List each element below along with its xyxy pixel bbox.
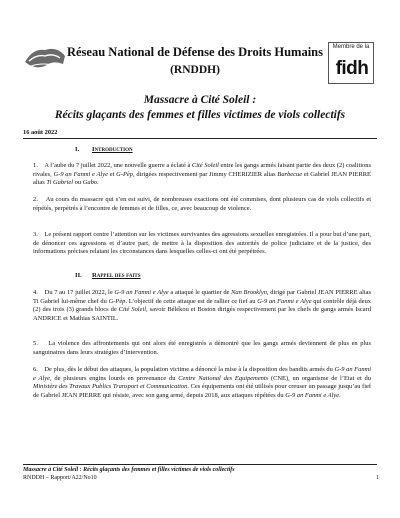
- paragraph-text: . L’objectif de cette attaque est de rallier ce fief au: [125, 297, 258, 305]
- section-title: Rappel des faits: [92, 272, 141, 279]
- paragraph-number: 1.: [33, 162, 38, 169]
- section-title: Introduction: [92, 146, 133, 153]
- section-heading-rappel-des-faits: [75, 272, 141, 280]
- paragraph-text: qui contrôle déjà deux (2) des trois (3) grands blocs de: [33, 297, 372, 314]
- fidh-member-logo: [328, 42, 374, 84]
- paragraph-text: , dirigées respectivement par Jimmy CHERIZIER alias: [132, 170, 278, 178]
- paragraph-number: 2.: [33, 196, 38, 203]
- header-divider: [23, 138, 377, 139]
- paragraph-4: [33, 289, 371, 323]
- paragraph-emphasis: G-9 an Fanmi e Alye: [33, 366, 371, 382]
- paragraph-number: 4.: [33, 289, 38, 296]
- page-number: 1: [376, 474, 379, 481]
- paragraph-text: Au cours du massacre qui s’en est suivi, de nombreuses exactions ont été commises, dont plusieurs cas de viols collectifs et répétés, perpétrés à l’encontre de femmes et de filles, ce, avec beaucoup de violence.: [33, 196, 371, 212]
- paragraph-emphasis: G-9 an Fanmi e Alye: [285, 391, 340, 399]
- fidh-member-label: Membre de la: [332, 44, 370, 50]
- paragraph-text: .: [97, 179, 99, 187]
- paragraph-emphasis: Gabo: [82, 179, 98, 187]
- paragraph-text: , de plusieurs engins lourds en provenance du: [49, 374, 179, 382]
- paragraph-emphasis: G-9 an Fanmi e Alye: [257, 297, 312, 305]
- paragraph-text: De plus, dès le début des attaques, la population victime a dénoncé la mise à la disposition des bandits armés du: [44, 366, 335, 373]
- paragraph-emphasis: Barbecue: [277, 170, 303, 178]
- paragraph-text: . Ces équipements ont été utilisés pour creuser un passage jusqu’au fief de Gabriel JEAN PIERRE qui résiste, avec son gang armé, depuis 2018, aux attaques répétées du: [33, 383, 371, 399]
- paragraph-number: 5.: [33, 340, 38, 347]
- footer-title: Massacre à Cité Soleil : Récits glaçants des femmes et filles victimes de viols collectifs: [23, 467, 235, 473]
- paragraph-emphasis: Centre National des Equipements: [178, 374, 269, 382]
- paragraph-5: [33, 340, 371, 357]
- organization-abbreviation: (RNDDH): [170, 64, 220, 76]
- report-title-line1: Massacre à Cité Soleil :: [143, 94, 257, 106]
- section-heading-introduction: [75, 146, 133, 154]
- paragraph-3: [33, 231, 371, 257]
- paragraph-emphasis: G-Pèp: [108, 297, 126, 305]
- section-number: I.: [75, 146, 80, 153]
- paragraph-text: Le présent rapport centre l’attention sur les victimes survivantes des agressions sexuelles enregistrées. Il a pour but d’une part, de dénoncer ces agressions et d’autre part, de mettre à la disposition des autorités de police judiciaire et de la justice, des informations précises relatant les circonstances dans lesquelles celles-ci ont été perpétrées.: [33, 231, 371, 256]
- footer-divider: [23, 464, 377, 465]
- paragraph-text: , savoir Bélékou et Boston dirigés respectivement par les chefs de gangs armés Iscard ANDRICE et Mathias SAINTIL.: [33, 306, 371, 322]
- paragraph-text: A l’aube du 7 juillet 2022, une nouvelle guerre a éclaté à: [44, 162, 192, 169]
- section-number: II.: [75, 272, 82, 279]
- paragraph-text: Du 7 au 17 juillet 2022, le: [44, 289, 115, 296]
- paragraph-emphasis: G-Pèp: [116, 170, 133, 178]
- paragraph-emphasis: Ministère des Travaux Publics Transport et Communication: [33, 383, 188, 391]
- paragraph-text: La violence des affrontements qui ont alors été enregistrés a démontré que les gangs armés deviennent de plus en plus sanguinaires dans leurs stratégies d’intervention.: [33, 340, 371, 356]
- paragraph-text: ou: [73, 179, 83, 187]
- paragraph-1: [33, 162, 371, 188]
- paragraph-emphasis: G-9 an Fanmi e Alye: [53, 170, 108, 178]
- paragraph-emphasis: Nan Brooklyn: [231, 289, 267, 296]
- paragraph-text: et: [108, 170, 117, 178]
- paragraph-text: (CNE), un organisme de l’Etat et du: [268, 374, 371, 382]
- paragraph-emphasis: G-9 an Fanmi e Alye: [114, 289, 169, 296]
- paragraph-text: a attaqué le quartier de: [168, 289, 232, 296]
- paragraph-emphasis: Cité Soleil: [118, 306, 147, 314]
- paragraph-6: [33, 366, 371, 400]
- paragraph-2: [33, 196, 371, 213]
- paragraph-number: 6.: [33, 366, 38, 373]
- paragraph-text: entre les gangs armés faisant partie des deux (2) coalitions rivales,: [33, 162, 371, 178]
- paragraph-text: , dirigé par Gabriel JEAN PIERRE alias Ti Gabriel lui-même chef du: [33, 289, 372, 305]
- paragraph-text: .: [339, 391, 341, 399]
- paragraph-number: 3.: [33, 231, 38, 238]
- paragraph-text: et Gabriel JEAN PIERRE alias: [33, 170, 371, 187]
- fidh-logo-text: fidh: [335, 58, 369, 79]
- report-title-line2: Récits glaçants des femmes et filles victimes de viols collectifs: [54, 109, 346, 121]
- report-date: 16 août 2022: [23, 129, 58, 136]
- paragraph-emphasis: Cité Soleil: [191, 162, 219, 169]
- page-footer: [23, 467, 379, 482]
- paragraph-emphasis: Ti Gabriel: [46, 179, 74, 187]
- organization-name: Réseau National de Défense des Droits Humains: [66, 45, 324, 59]
- footer-reference: RNDDH – Rapport/A22/No10: [23, 474, 97, 481]
